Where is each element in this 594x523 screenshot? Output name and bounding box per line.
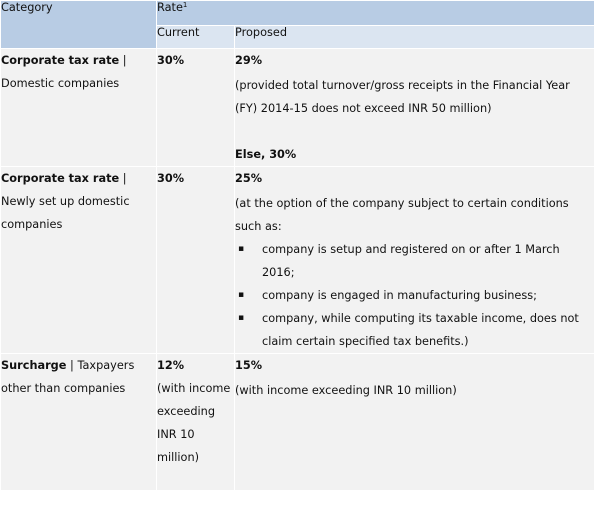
proposed-rate-cell: [235, 49, 594, 167]
category-separator: |: [66, 359, 78, 372]
category-subtitle: Domestic companies: [1, 77, 120, 90]
rate-header: [157, 1, 594, 26]
table-row: [1, 354, 594, 491]
conditions-list: [235, 238, 594, 353]
rate-header-label: Rate: [157, 1, 183, 14]
current-rate: 30%: [157, 172, 185, 185]
list-item: [235, 284, 594, 307]
proposed-note: (at the option of the company subject to certain conditions such as:: [235, 197, 569, 233]
category-separator: |: [119, 54, 127, 67]
bullet-icon: ▪: [238, 290, 245, 300]
category-separator: |: [119, 172, 127, 185]
category-cell: [1, 49, 157, 167]
proposed-note: (provided total turnover/gross receipts in the Financial Year (FY) 2014-15 does not exceed INR 50 million): [235, 79, 570, 115]
table-row: [1, 49, 594, 167]
category-subtitle: Newly set up domestic companies: [1, 195, 130, 231]
category-cell: [1, 167, 157, 354]
rate-footnote-marker: 1: [182, 1, 188, 9]
proposed-rate: 25%: [235, 172, 263, 185]
current-rate: 12%: [157, 359, 185, 372]
current-rate-cell: [157, 49, 235, 167]
bullet-icon: ▪: [238, 313, 245, 323]
list-item-text: company is setup and registered on or after 1 March 2016;: [262, 243, 560, 279]
proposed-rate-cell: [235, 354, 594, 491]
category-title: Corporate tax rate: [1, 54, 120, 67]
table-row: [1, 167, 594, 354]
list-item: [235, 238, 594, 284]
category-title: Surcharge: [1, 359, 67, 372]
current-header: Current: [157, 26, 235, 49]
proposed-rate: 29%: [235, 54, 263, 67]
current-rate: 30%: [157, 54, 185, 67]
proposed-rate: 15%: [235, 359, 263, 372]
category-cell: [1, 354, 157, 491]
current-rate-cell: [157, 167, 235, 354]
header-row: [1, 1, 594, 26]
list-item: [235, 307, 594, 353]
list-item-text: company, while computing its taxable income, does not claim certain specified tax benefits.): [262, 312, 579, 348]
proposed-else: Else, 30%: [235, 148, 297, 161]
bullet-icon: ▪: [238, 244, 245, 254]
proposed-header: Proposed: [235, 26, 594, 49]
proposed-note: (with income exceeding INR 10 million): [235, 384, 457, 397]
proposed-rate-cell: [235, 167, 594, 354]
current-note: (with income exceeding INR 10 million): [157, 382, 231, 464]
current-rate-cell: [157, 354, 235, 491]
list-item-text: company is engaged in manufacturing business;: [262, 289, 537, 302]
category-header: Category: [1, 1, 157, 49]
category-subtitle: Taxpayers other than companies: [1, 359, 135, 395]
category-title: Corporate tax rate: [1, 172, 120, 185]
